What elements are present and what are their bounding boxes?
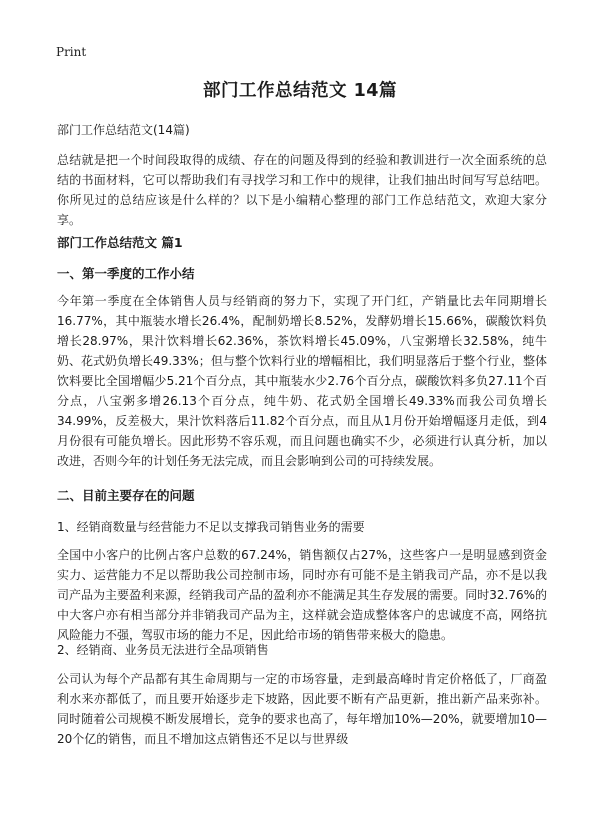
item-heading-2: 2、经销商、业务员无法进行全品项销售 (57, 643, 269, 657)
intro-paragraph: 总结就是把一个时间段取得的成绩、存在的问题及得到的经验和教训进行一次全面系统的总结的书面材料，它可以帮助我们有寻找学习和工作中的规律，让我们抽出时间写写总结吧。你所见过的总结应该是什么样的？以下是小编精心整理的部门工作总结范文，欢迎大家分享。 (57, 153, 547, 227)
item-heading-1: 1、经销商数量与经营能力不足以支撑我司销售业务的需要 (57, 520, 365, 534)
page-title: 部门工作总结范文 14篇 (203, 81, 397, 101)
article-heading: 部门工作总结范文 篇1 (57, 235, 183, 250)
section-heading-2: 二、目前主要存在的问题 (57, 488, 195, 503)
item-1-paragraph: 全国中小客户的比例占客户总数的67.24%，销售额仅占27%，这些客户一是明显感到资金实力、运营能力不足以帮助我公司控制市场，同时亦有可能不是主销我司产品，亦不是以我司产品为主要盈利来源，经销我司产品的盈利亦不能满足其生存发展的需要。同时32.76%的中大客户亦有相当部分并非销我司产品为主，这样就会造成整体客户的忠诚度不高，网络抗风险能力不强，驾驭市场的能力不足，因此给市场的销售带来极大的隐患。 (57, 548, 547, 642)
section-1-paragraph: 今年第一季度在全体销售人员与经销商的努力下，实现了开门红，产销量比去年同期增长16.77%，其中瓶装水增长26.4%，配制奶增长8.52%，发酵奶增长15.66%，碳酸饮料负增长28.97%，果汁饮料增长62.36%，茶饮料增长45.09%，八宝粥增长32.58%，纯牛奶、花式奶负增长49.33%；但与整个饮料行业的增幅相比，我们明显落后于整个行业，整体饮料要比全国增幅少5.21个百分点，其中瓶装水少2.76个百分点，碳酸饮料多负27.11个百分点，八宝粥多增26.13个百分点，纯牛奶、花式奶全国增长49.33%而我公司负增长34.99%，反差极大，果汁饮料落后11.82个百分点，而且从1月份开始增幅逐月走低，到4月份很有可能负增长。因此形势不容乐观，而且问题也确实不少，必须进行认真分析，加以改进，否则今年的计划任务无法完成，而且会影响到公司的可持续发展。 (57, 294, 547, 468)
item-2-paragraph: 公司认为每个产品都有其生命周期与一定的市场容量，走到最高峰时肯定价格低了，厂商盈利水来亦都低了，而且要开始逐步走下坡路，因此要不断有产品更新，推出新产品来弥补。同时随着公司规模不断发展增长，竞争的要求也高了，每年增加10%—20%，就要增加10—20个亿的销售，而且不增加这点销售还不足以与世界级 (57, 672, 547, 746)
document-subtitle: 部门工作总结范文(14篇) (57, 123, 190, 137)
print-link[interactable]: Print (56, 45, 87, 59)
section-heading-1: 一、第一季度的工作小结 (57, 266, 195, 281)
